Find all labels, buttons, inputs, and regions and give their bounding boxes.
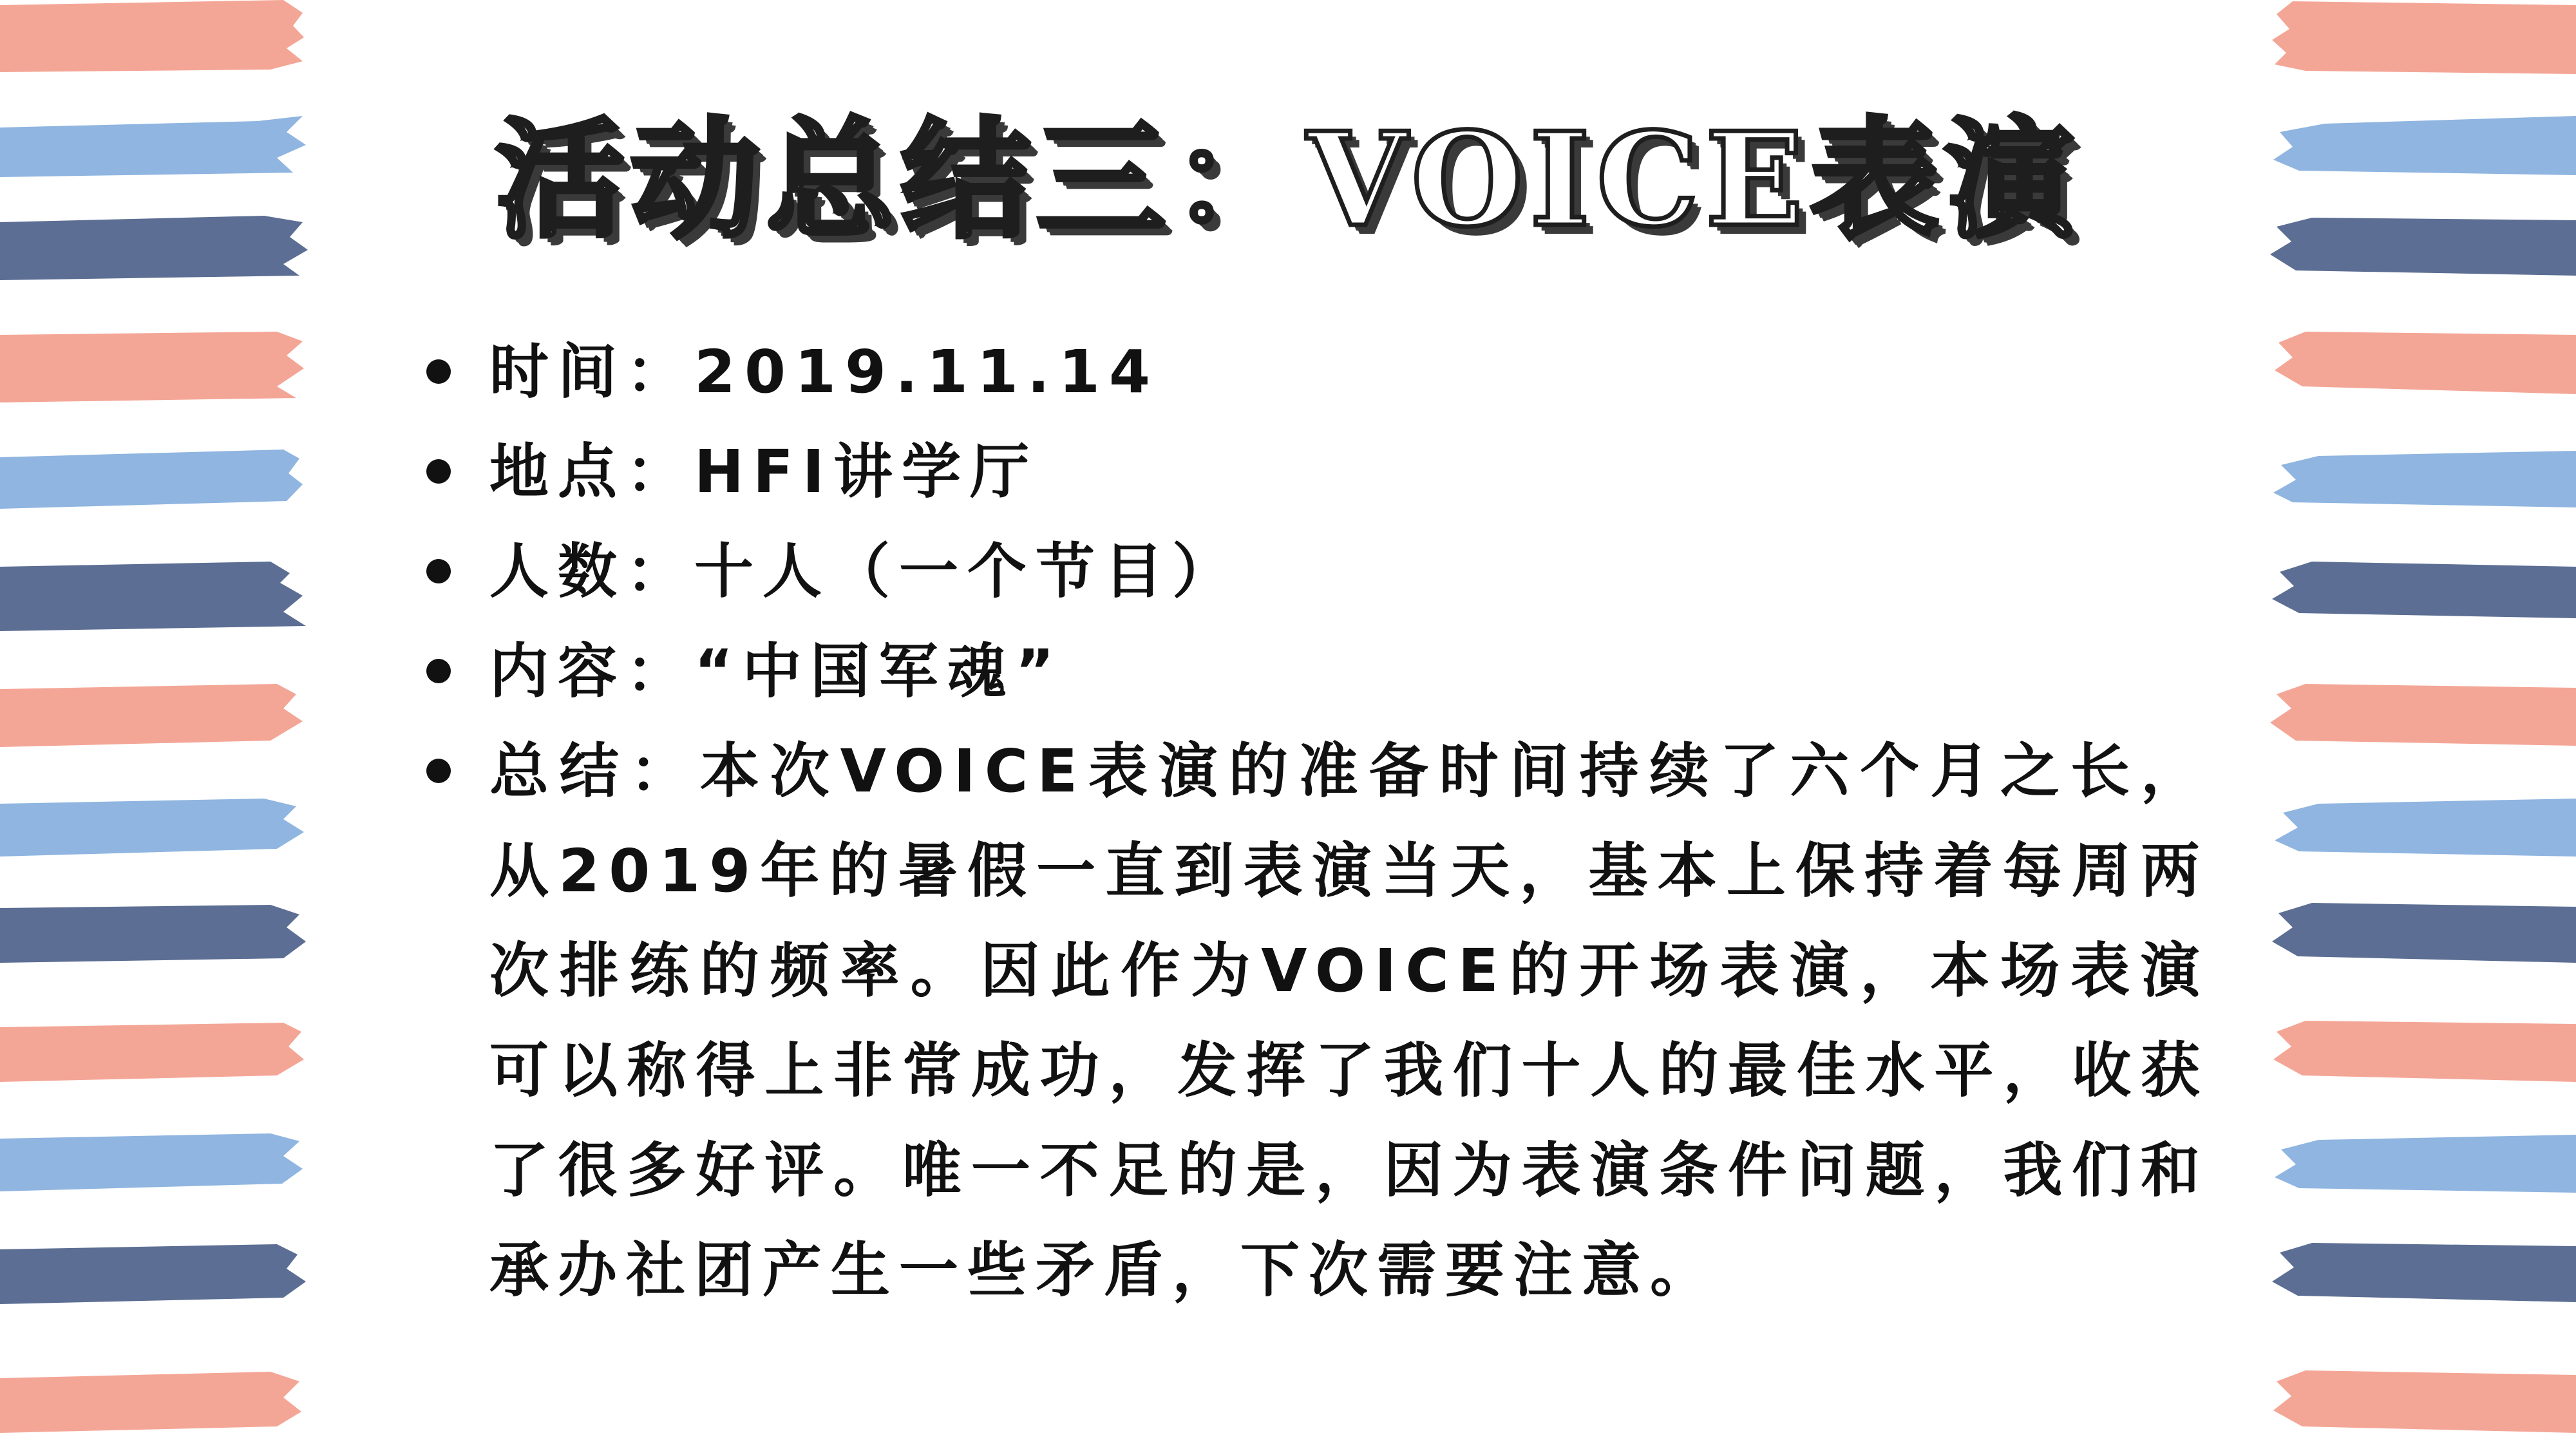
location-label: 地点： [489,437,695,506]
time-value: 2019.11.14 [694,337,1160,406]
summary-label: 总结： [489,737,700,806]
headcount-value: 十人（一个节目） [694,537,1241,606]
time-label: 时间： [489,337,695,406]
slide-title: 活动总结三：VOICE表演 [495,104,2081,256]
headcount-label: 人数： [489,537,695,606]
list-item-summary [419,721,2209,1320]
bullet-icon [426,559,451,583]
list-item-time [419,322,2209,422]
bullet-icon [426,659,451,683]
list-item-content [419,621,2209,721]
bullet-icon [426,359,451,384]
bullet-icon [426,459,451,484]
content-label: 内容： [489,637,695,706]
list-item-location [419,422,2209,522]
bullet-icon [426,759,451,783]
content-value: “中国军魂” [694,637,1063,706]
location-value: HFI讲学厅 [694,437,1039,506]
summary-text: 本次VOICE表演的准备时间持续了六个月之长，从2019年的暑假一直到表演当天，基本上保持着每周两次排练的频率。因此作为VOICE的开场表演，本场表演可以称得上非常成功，发挥了我们十人的最佳水平，收获了很多好评。唯一不足的是，因为表演条件问题，我们和承办社团产生一些矛盾，下次需要注意。 [489,737,2209,1305]
list-item-headcount [419,522,2209,621]
bullet-list [419,322,2209,1320]
